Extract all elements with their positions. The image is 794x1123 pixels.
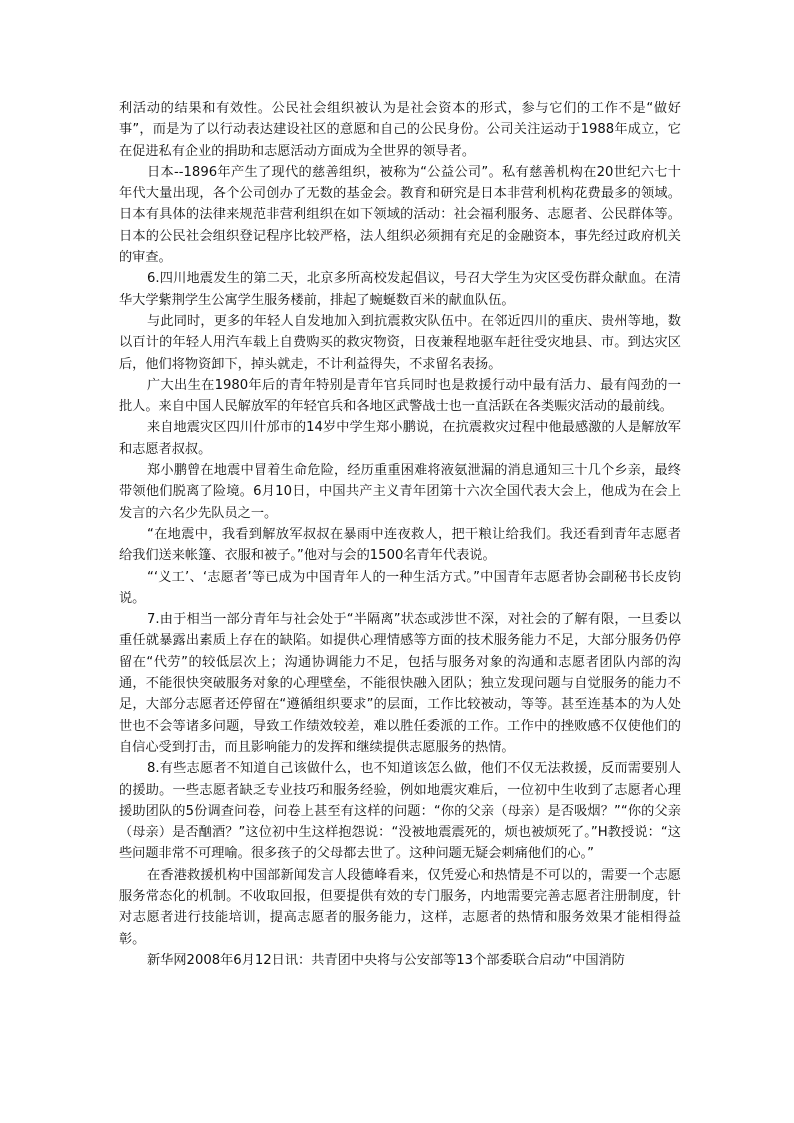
paragraph-post-80s-youth: 广大出生在1980年后的青年特别是青年官兵同时也是救援行动中最有活力、最有闯劲的一批人。来自中国人民解放军的年轻官兵和各地区武警战士也一直活跃在各类赈灾活动的最前线。 <box>119 377 681 415</box>
paragraph-public-society-continued: 利活动的结果和有效性。公民社会组织被认为是社会资本的形式，参与它们的工作不是“做好事”，而是为了以行动表达建设社区的意愿和自己的公民身份。公司关注运动于1988年成立，它在促进私有企业的捐助和志愿活动方面成为全世界的领导者。 <box>119 101 681 159</box>
paragraph-xinhua-news: 新华网2008年6月12日讯：共青团中央将与公安部等13个部委联合启动“中国消防 <box>147 952 625 968</box>
paragraph-zheng-xiaopeng-quote: “在地震中，我看到解放军叔叔在暴雨中连夜救人，把干粮让给我们。我还看到青年志愿者给我们送来帐篷、衣服和被子。”他对与会的1500名青年代表说。 <box>119 526 681 564</box>
paragraph-young-volunteers: 与此同时，更多的年轻人自发地加入到抗震救灾队伍中。在邻近四川的重庆、贵州等地，数以百计的年轻人用汽车载上自费购买的救灾物资，日夜兼程地驱车赶往受灾地县、市。到达灾区后，他们将物资卸下，掉头就走，不计利益得失，不求留名表扬。 <box>119 313 681 372</box>
paragraph-japan-charity: 日本--1896年产生了现代的慈善组织，被称为“公益公司”。私有慈善机构在20世纪六七十年代大量出现，各个公司创办了无数的基金会。教育和研究是日本非营利机构花费最多的领域。日本有具体的法律来规范非营利组织在如下领域的活动：社会福利服务、志愿者、公民群体等。日本的公民社会组织登记程序比较严格，法人组织必须拥有充足的金融资本，事先经过政府机关的审查。 <box>119 164 681 266</box>
paragraph-hong-kong-spokesman: 在香港救援机构中国部新闻发言人段德峰看来，仅凭爱心和热情是不可以的，需要一个志愿服务常态化的机制。不收取回报，但要提供有效的专门服务，内地需要完善志愿者注册制度，针对志愿者进行技能培训，提高志愿者的服务能力，这样，志愿者的热情和服务效果才能相得益彰。 <box>119 867 681 947</box>
paragraph-item-8-untrained-volunteers: 8.有些志愿者不知道自己该做什么，也不知道该怎么做，他们不仅无法救援，反而需要别人的援助。一些志愿者缺乏专业技巧和服务经验，例如地震灾难后，一位初中生收到了志愿者心理援助团队的5份调查问卷，问卷上甚至有这样的问题：“你的父亲（母亲）是否吸烟？”“你的父亲（母亲）是否酗酒？”这位初中生这样抱怨说：“没被地震震死的，烦也被烦死了。”H教授说：“这些问题非常不可理喻。很多孩子的父母都去世了。这种问题无疑会刺痛他们的心。” <box>119 761 681 862</box>
document-body <box>119 98 681 971</box>
paragraph-item-6-blood-donation: 6.四川地震发生的第二天，北京多所高校发起倡议，号召大学生为灾区受伤群众献血。在清华大学紫荆学生公寓学生服务楼前，排起了蜿蜒数百米的献血队伍。 <box>119 271 681 308</box>
paragraph-item-7-skill-gaps: 7.由于相当一部分青年与社会处于“半隔离”状态或涉世不深，对社会的了解有限，一旦委以重任就暴露出素质上存在的缺陷。如提供心理情感等方面的技术服务能力不足，大部分服务仍停留在“代劳”的较低层次上；沟通协调能力不足，包括与服务对象的沟通和志愿者团队内部的沟通，不能很快突破服务对象的心理壁垒，不能很快融入团队；独立发现问题与自觉服务的能力不足，大部分志愿者还停留在“遵循组织要求”的层面，工作比较被动，等等。甚至连基本的为人处世也不会等诸多问题，导致工作绩效较差，难以胜任委派的工作。工作中的挫败感不仅使他们的自信心受到打击，而且影响能力的发挥和继续提供志愿服务的热情。 <box>119 612 681 755</box>
paragraph-volunteer-lifestyle-quote: “‘义工’、‘志愿者’等已成为中国青年人的一种生活方式。”中国青年志愿者协会副秘书长皮钧说。 <box>119 569 681 606</box>
paragraph-zheng-xiaopeng-intro: 来自地震灾区四川什邡市的14岁中学生郑小鹏说，在抗震救灾过程中他最感激的人是解放军和志愿者叔叔。 <box>119 420 681 457</box>
paragraph-zheng-xiaopeng-story: 郑小鹏曾在地震中冒着生命危险，经历重重困难将液氨泄漏的消息通知三十几个乡亲，最终带领他们脱离了险境。6月10日，中国共产主义青年团第十六次全国代表大会上，他成为在会上发言的六名少先队员之一。 <box>119 463 681 521</box>
